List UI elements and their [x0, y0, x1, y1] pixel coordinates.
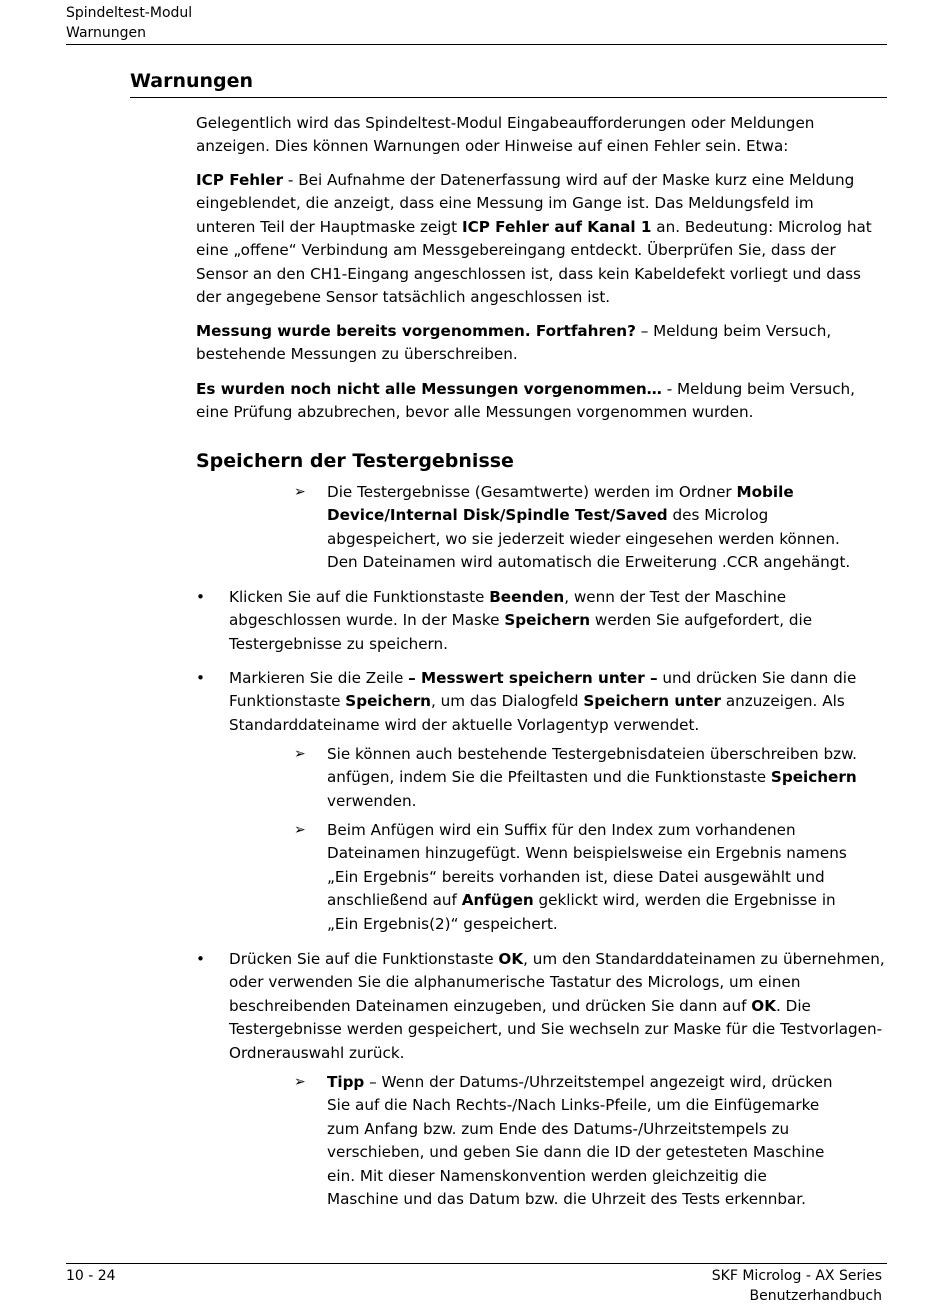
- list-item: [196, 667, 889, 737]
- bullet-icon: •: [196, 669, 205, 687]
- bullet2-text-3: , um das Dialogfeld: [431, 692, 584, 711]
- bullet2-text-4: anzuzeigen. Als Standarddateiname wird der aktuelle Vorlagentyp verwendet.: [229, 692, 845, 734]
- already-measured-text: – Meldung beim Versuch, bestehende Messungen zu überschreiben.: [196, 322, 832, 364]
- tip-text: – Wenn der Datums-/Uhrzeitstempel angezeigt wird, drücken Sie auf die Nach Rechts-/Nach Links-Pfeile, um die Einfügemarke zum Anfang bzw. zum Ende des Datums-/Uhrzeitstempels zu verschieben, und geben Sie dann die ID der getesteten Maschine ein. Mit dieser Namenskonvention werden gleichzeitig die Maschine und das Datum bzw. die Uhrzeit des Tests erkennbar.: [327, 1073, 833, 1209]
- not-all-measured-paragraph: [196, 378, 876, 425]
- list-item: [294, 1071, 837, 1211]
- tip-label: Tipp: [327, 1073, 365, 1091]
- bullet3-text-3: . Die Testergebnisse werden gespeichert, und Sie wechseln zur Maske für die Testvorlagen-Ordnerauswahl zurück.: [229, 996, 883, 1062]
- arrow-bullet-icon: ➢: [294, 1074, 306, 1090]
- header-module: Spindeltest-Modul: [66, 5, 193, 21]
- arrow2-bold-1: Speichern: [770, 768, 857, 787]
- bullet1-bold-2: Speichern: [504, 611, 591, 630]
- saved-folder-path: Mobile Device/Internal Disk/Spindle Test/Saved: [327, 483, 794, 525]
- icp-error-text-1: - Bei Aufnahme der Datenerfassung wird auf der Maske kurz eine Meldung eingeblendet, die anzeigt, dass eine Messung im Gange ist. Das Meldungsfeld im unteren Teil der Hauptmaske zeigt: [196, 171, 855, 236]
- page-number: 10 - 24: [66, 1268, 116, 1284]
- footer-product: [712, 1266, 882, 1306]
- bullet-icon: •: [196, 588, 205, 606]
- icp-error-term: ICP Fehler: [196, 171, 284, 189]
- bullet1-text-2: , wenn der Test der Maschine abgeschlossen wurde. In der Maske: [229, 588, 787, 630]
- product-name: SKF Microlog - AX Series: [711, 1268, 882, 1284]
- not-all-measured-text: - Meldung beim Versuch, eine Prüfung abzubrechen, bevor alle Messungen vorgenommen wurden.: [196, 380, 856, 422]
- bullet2-text-2: und drücken Sie dann die Funktionstaste: [229, 669, 857, 711]
- bullet-icon: •: [196, 950, 205, 968]
- icp-error-paragraph: [196, 169, 876, 309]
- list-item: [196, 586, 889, 656]
- subsection-heading-save: Speichern der Testergebnisse: [196, 450, 514, 472]
- already-measured-term: Messung wurde bereits vorgenommen. Fortfahren?: [196, 322, 636, 340]
- manual-name: Benutzerhandbuch: [749, 1288, 882, 1304]
- arrow2-text-2: verwenden.: [327, 791, 417, 810]
- bullet1-text-3: werden Sie aufgefordert, die Testergebnisse zu speichern.: [229, 611, 813, 653]
- bullet2-bold-2: Speichern: [345, 692, 431, 711]
- arrow2-text-1: Sie können auch bestehende Testergebnisdateien überschreiben bzw. anfügen, indem Sie die Pfeiltasten und die Funktionstaste: [327, 745, 857, 787]
- footer-rule: [66, 1263, 887, 1264]
- bullet3-text-1: Drücken Sie auf die Funktionstaste: [229, 950, 499, 968]
- list-item: [196, 948, 889, 1065]
- list-item: [294, 481, 867, 575]
- icp-error-text-2: an. Bedeutung: Microlog hat eine „offene“ Verbindung am Messgebereingang entdeckt. Überprüfen Sie, dass der Sensor an den CH1-Eingang angeschlossen ist, dass kein Kabeldefekt vorliegt und dass der angegebene Sensor tatsächlich angeschlossen ist.: [196, 217, 872, 307]
- arrow3-bold-1: Anfügen: [461, 891, 534, 910]
- arrow3-text-1: Beim Anfügen wird ein Suffix für den Index zum vorhandenen Dateinamen hinzugefügt. Wenn beispielsweise ein Ergebnis namens „Ein Ergebnis“ bereits vorhanden ist, diese Datei ausgewählt und anschließend auf: [327, 821, 847, 910]
- bullet2-text-1: Markieren Sie die Zeile: [229, 669, 409, 687]
- list-item: [294, 819, 867, 936]
- arrow3-text-2: geklickt wird, werden die Ergebnisse in „Ein Ergebnis(2)“ gespeichert.: [327, 891, 836, 933]
- intro-paragraph: Gelegentlich wird das Spindeltest-Modul Eingabeaufforderungen oder Meldungen anzeigen. Dies können Warnungen oder Hinweise auf einen Fehler sein. Etwa:: [196, 114, 815, 156]
- icp-error-term-2: ICP Fehler auf Kanal 1: [461, 217, 652, 236]
- bullet1-bold-1: Beenden: [489, 588, 565, 606]
- arrow-bullet-icon: ➢: [294, 484, 306, 500]
- already-measured-paragraph: [196, 320, 876, 367]
- list-item: [294, 743, 867, 813]
- section-rule: [130, 97, 887, 98]
- not-all-measured-term: Es wurden noch nicht alle Messungen vorgenommen…: [196, 380, 662, 398]
- bullet3-bold-2: OK: [751, 996, 776, 1015]
- arrow1-text-2: des Microlog abgespeichert, wo sie jederzeit wieder eingesehen werden können. Den Dateinamen wird automatisch die Erweiterung .CCR angehängt.: [327, 506, 851, 572]
- header-section: Warnungen: [66, 25, 147, 41]
- bullet2-bold-3: Speichern unter: [583, 692, 722, 711]
- running-header: [66, 3, 192, 43]
- arrow1-text-1: Die Testergebnisse (Gesamtwerte) werden im Ordner: [327, 483, 737, 501]
- header-rule: [66, 44, 887, 45]
- section-heading-warnings: Warnungen: [130, 70, 254, 92]
- bullet2-bold-1: – Messwert speichern unter –: [408, 669, 658, 687]
- bullet1-text-1: Klicken Sie auf die Funktionstaste: [229, 588, 490, 606]
- bullet3-text-2: , um den Standarddateinamen zu übernehmen, oder verwenden Sie die alphanumerische Tastatur des Micrologs, um einen beschreibenden Dateinamen einzugeben, und drücken Sie dann auf: [229, 950, 885, 1015]
- arrow-bullet-icon: ➢: [294, 746, 306, 762]
- bullet3-bold-1: OK: [498, 950, 524, 968]
- arrow-bullet-icon: ➢: [294, 822, 306, 838]
